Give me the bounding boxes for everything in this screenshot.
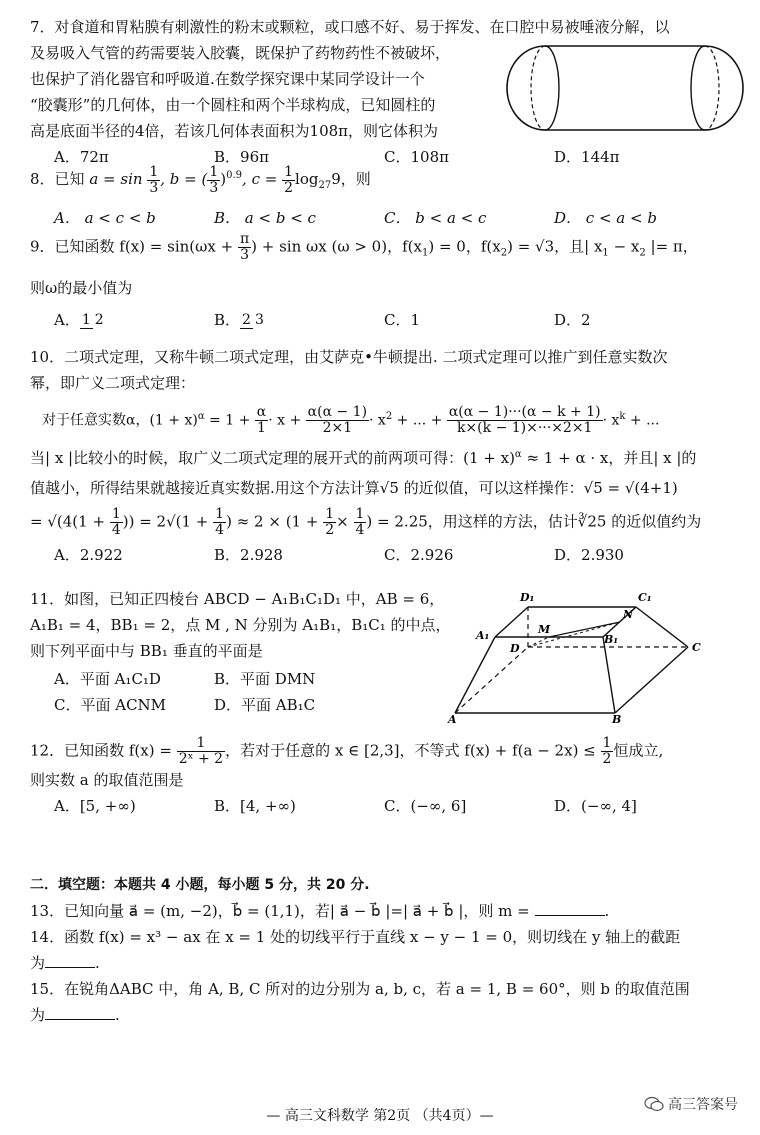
q9-line2: 则ω的最小值为 bbox=[30, 278, 133, 297]
q7-line3: 也保护了消化器官和呼吸道.在数学探究课中某同学设计一个 bbox=[30, 70, 425, 88]
frac-num: 1 bbox=[209, 163, 219, 180]
frac-num: π bbox=[239, 231, 250, 247]
q10-option-a: A．2.922 bbox=[54, 546, 123, 565]
label-d1: D₁ bbox=[520, 591, 535, 604]
frac-den: 2×1 bbox=[322, 420, 353, 437]
q7-line2: 及易吸入气管的药需要装入胶囊，既保护了药物药性不被破坏， bbox=[30, 44, 451, 62]
q12-option-a: A．[5, +∞) bbox=[54, 797, 136, 815]
frac-den: 4 bbox=[355, 522, 365, 539]
q12-line2: 则实数 a 的取值范围是 bbox=[30, 771, 184, 789]
frac-num: 1 bbox=[602, 735, 612, 751]
question-15-line1: 15．在锐角ΔABC 中，角 A, B, C 所对的边分别为 a, b, c，若 a = 1, B = 60°，则 b 的取值范围 bbox=[30, 980, 690, 998]
q7-option-c: C．108π bbox=[384, 148, 449, 166]
q9-option-c: C．1 bbox=[384, 310, 421, 329]
frac-den: 2 bbox=[602, 751, 612, 767]
question-13 bbox=[30, 898, 745, 924]
frac-num: 1 bbox=[355, 506, 365, 523]
frac-num: 2 bbox=[242, 311, 251, 328]
q9-pi-frac bbox=[238, 232, 251, 263]
q11-line1: 11．如图，已知正四棱台 ABCD − A₁B₁C₁D₁ 中，AB = 6， bbox=[30, 590, 445, 608]
q12-part-b: ，若对于任意的 x ∈ [2,3]，不等式 f(x) + f(a − 2x) ≤ bbox=[225, 741, 596, 760]
frac-num: α(α − 1)···(α − k + 1) bbox=[448, 404, 601, 421]
frac-num: 1 bbox=[215, 506, 225, 523]
q8-log: log bbox=[295, 170, 319, 188]
frac-den: k×(k − 1)×···×2×1 bbox=[456, 420, 593, 437]
capsule-figure bbox=[505, 42, 745, 134]
q10-line5: 值越小，所得结果就越接近真实数据.用这个方法计算√5 的近似值，可以这样操作：√5 = √(4+1) bbox=[30, 479, 678, 498]
frustum-figure bbox=[440, 585, 730, 725]
q7-option-b: B．96π bbox=[214, 148, 269, 166]
q8-option-b: B． a < b < c bbox=[214, 209, 316, 227]
question-15-line2 bbox=[30, 1002, 745, 1028]
q9-sub-2: 2 bbox=[500, 247, 508, 259]
q13-end: . bbox=[604, 902, 610, 920]
q9-option-b-frac bbox=[240, 313, 266, 329]
q9-option-a bbox=[30, 307, 214, 333]
frac-num: 1 bbox=[149, 163, 159, 180]
q10-frac-4c bbox=[354, 507, 367, 538]
q10-frac-1 bbox=[255, 405, 268, 436]
q10-line6-d: × bbox=[336, 512, 349, 531]
q8-log-arg: 9 bbox=[331, 170, 341, 188]
question-9 bbox=[30, 232, 745, 333]
section-2-heading: 二．填空题：本题共 4 小题，每小题 5 分，共 20 分. bbox=[30, 877, 370, 893]
frac-den: 4 bbox=[215, 522, 225, 539]
frac-den: 3 bbox=[209, 179, 219, 196]
q11-options-row1 bbox=[30, 666, 470, 692]
q8-frac-1-3-b bbox=[207, 165, 220, 196]
label-m: M bbox=[538, 623, 551, 636]
q9-sub-1b: 1 bbox=[602, 247, 609, 259]
q8-options bbox=[30, 205, 745, 231]
frac-den: 3 bbox=[149, 179, 159, 196]
q8-b-expr: , b = ( bbox=[160, 170, 208, 188]
q11-option-d: D．平面 AB₁C bbox=[214, 696, 316, 714]
label-b1: B₁ bbox=[604, 633, 619, 646]
frac-den: 3 bbox=[240, 247, 250, 263]
q11-line2: A₁B₁ = 4，BB₁ = 2，点 M , N 分别为 A₁B₁，B₁C₁ 的中点， bbox=[30, 616, 451, 634]
q8-log-base: 27 bbox=[318, 180, 332, 191]
q8-option-c: C． b < a < c bbox=[384, 209, 487, 227]
q12-option-c: C．(−∞, 6] bbox=[384, 797, 467, 815]
wechat-icon bbox=[644, 1096, 664, 1112]
q10-line1: 10．二项式定理，又称牛顿二项式定理，由艾萨克•牛顿提出. 二项式定理可以推广到任意实数次 bbox=[30, 348, 668, 366]
watermark-text: 高三答案号 bbox=[668, 1097, 738, 1113]
frac-den: 1 bbox=[257, 420, 266, 437]
q8-frac-1-2 bbox=[282, 165, 295, 196]
q9-stem bbox=[30, 232, 745, 267]
q8-option-d: D． c < a < b bbox=[554, 209, 657, 227]
q10-line6-c: ) ≈ 2 × (1 + bbox=[226, 512, 319, 531]
q9-part-c: ) = 0，f(x bbox=[428, 237, 501, 256]
q9-part-d: ) = √3，且| x bbox=[507, 237, 603, 256]
q9-option-a-label: A． bbox=[54, 310, 80, 329]
q10-exp-k: k bbox=[619, 411, 626, 422]
q7-option-d: D．144π bbox=[554, 148, 620, 166]
q10-frac-4b bbox=[213, 507, 226, 538]
q7-line1: 7．对食道和胃粘膜有刺激性的粉末或颗粒，或口感不好、易于挥发、在口腔中易被唾液分解，以 bbox=[30, 18, 670, 36]
label-c: C bbox=[692, 641, 701, 654]
q10-formula-e: + ... + bbox=[392, 412, 443, 429]
q10-exp-2: 2 bbox=[385, 411, 393, 422]
q10-line4-a: 当| x |比较小的时候，取广义二项式定理的展开式的前两项可得：(1 + x) bbox=[30, 449, 515, 468]
q12-frac-half bbox=[601, 736, 614, 767]
frac-num: 1 bbox=[81, 311, 91, 328]
frac-den: 2 bbox=[284, 179, 294, 196]
frac-den: 4 bbox=[111, 522, 121, 539]
q12-option-d: D．(−∞, 4] bbox=[554, 797, 637, 815]
q8-stem: 8．已知 a = sin $\frac{1}{3}$ , b = ( $\frac{1}{3}$ )$^{0.9}$, c = $\frac{1}{2}$ $\log_{27}9$，则 bbox=[30, 163, 371, 196]
q10-frac-5 bbox=[323, 507, 336, 538]
q9-part-e: − x bbox=[608, 237, 640, 256]
q10-frac-4 bbox=[110, 507, 123, 538]
page-footer: — 高三文科数学 第2页 （共4页）— bbox=[266, 1108, 494, 1124]
frac-num: 1 bbox=[177, 736, 225, 752]
label-c1: C₁ bbox=[638, 591, 652, 604]
question-11 bbox=[30, 586, 470, 718]
q10-frac-2 bbox=[306, 405, 369, 436]
q12-frac-f bbox=[177, 736, 225, 767]
q10-exp-alpha: α bbox=[197, 411, 205, 422]
q10-formula-d: · x bbox=[369, 412, 386, 429]
q8-suffix: ，则 bbox=[340, 170, 371, 188]
question-14-line2 bbox=[30, 950, 745, 976]
frac-den: 2 bbox=[94, 311, 104, 328]
q8-option-a: A． a < c < b bbox=[54, 209, 156, 227]
question-10 bbox=[30, 344, 745, 568]
fill-in-section bbox=[30, 872, 745, 1028]
q10-option-b: B．2.928 bbox=[214, 546, 283, 565]
q9-options bbox=[30, 307, 745, 333]
q15-answer-blank[interactable] bbox=[45, 1005, 115, 1020]
frac-den: 2 bbox=[325, 522, 335, 539]
q12-part-a: 12．已知函数 f(x) = bbox=[30, 741, 172, 760]
label-a: A bbox=[448, 713, 457, 725]
q9-part-a: 9．已知函数 f(x) = sin(ωx + bbox=[30, 237, 234, 256]
q8-prefix: 8．已知 bbox=[30, 170, 85, 188]
q12-part-c: 恒成立, bbox=[613, 741, 664, 760]
q11-options-row2 bbox=[30, 692, 470, 718]
q13-answer-blank[interactable] bbox=[535, 901, 605, 916]
q14-line2: 为 bbox=[30, 954, 46, 972]
frac-den: 2ˣ + 2 bbox=[178, 751, 224, 767]
frac-num: 1 bbox=[284, 163, 294, 180]
q10-line6-b: )) = 2√(1 + bbox=[122, 512, 209, 531]
q10-formula-g: + ... bbox=[625, 412, 660, 429]
q7-option-a: A．72π bbox=[54, 148, 109, 166]
frac-num: α(α − 1) bbox=[307, 404, 368, 421]
q10-line6 bbox=[30, 507, 745, 538]
q9-option-a-frac bbox=[80, 313, 106, 329]
q10-option-c: C．2.926 bbox=[384, 546, 454, 565]
q7-line4: “胶囊形”的几何体，由一个圆柱和两个半球构成，已知圆柱的 bbox=[30, 96, 436, 114]
q8-c-expr: , c = bbox=[242, 170, 278, 188]
q9-part-f: |= π， bbox=[645, 237, 698, 256]
q10-formula-a: 对于任意实数α，(1 + x) bbox=[42, 412, 198, 429]
q14-answer-blank[interactable] bbox=[45, 953, 95, 968]
q11-option-a: A．平面 A₁C₁D bbox=[54, 670, 161, 688]
question-14-line1: 14．函数 f(x) = x³ − ax 在 x = 1 处的切线平行于直线 x − y − 1 = 0，则切线在 y 轴上的截距 bbox=[30, 928, 681, 946]
q15-end: . bbox=[115, 1006, 120, 1024]
q10-line6-e: ) = 2.25，用这样的方法，估计∛25 的近似值约为 bbox=[366, 512, 702, 531]
frac-den: 3 bbox=[254, 311, 264, 328]
q10-formula-c: · x + bbox=[268, 412, 302, 429]
q10-options bbox=[30, 542, 745, 568]
q14-end: . bbox=[95, 954, 100, 972]
q8-b-exponent: 0.9 bbox=[226, 170, 243, 181]
q9-option-b-label: B． bbox=[214, 310, 241, 329]
q12-option-b: B．[4, +∞) bbox=[214, 797, 296, 815]
q9-option-d: D．2 bbox=[554, 310, 591, 329]
q12-stem bbox=[30, 736, 745, 767]
q9-sub-2b: 2 bbox=[639, 247, 646, 259]
q11-option-c: C．平面 ACNM bbox=[54, 696, 167, 714]
q8-a-expr: a = sin bbox=[89, 170, 143, 188]
question-12 bbox=[30, 736, 745, 819]
question-8 bbox=[30, 163, 745, 231]
q10-line2: 幂，即广义二项式定理： bbox=[30, 374, 196, 392]
q9-option-b bbox=[214, 307, 384, 333]
q10-line4-exp: α bbox=[514, 449, 522, 461]
label-n: N bbox=[623, 608, 634, 621]
label-a1: A₁ bbox=[476, 629, 490, 642]
q10-formula-b: = 1 + bbox=[204, 412, 251, 429]
q10-formula bbox=[30, 404, 745, 436]
q11-option-b: B．平面 DMN bbox=[214, 670, 316, 688]
q9-sub-1: 1 bbox=[421, 247, 429, 259]
frac-num: α bbox=[256, 404, 267, 421]
q12-options bbox=[30, 793, 745, 819]
q10-line6-a: = √(4(1 + bbox=[30, 512, 106, 531]
q10-line4 bbox=[30, 442, 745, 471]
q9-part-b: ) + sin ωx (ω > 0)，f(x bbox=[251, 237, 422, 256]
q10-formula-f: · x bbox=[602, 412, 620, 429]
frac-num: 1 bbox=[111, 506, 121, 523]
watermark bbox=[644, 1094, 738, 1114]
q15-line2: 为 bbox=[30, 1006, 46, 1024]
q10-frac-3 bbox=[447, 405, 603, 436]
label-d: D bbox=[510, 642, 520, 655]
q13-text: 13．已知向量 a⃗ = (m, −2)，b⃗ = (1,1)，若| a⃗ − b⃗ |=| a⃗ + b⃗ |，则 m = bbox=[30, 902, 530, 920]
q7-line5: 高是底面半径的4倍，若该几何体表面积为108π，则它体积为 bbox=[30, 122, 439, 140]
q11-line3: 则下列平面中与 BB₁ 垂直的平面是 bbox=[30, 642, 263, 660]
q8-frac-1-3 bbox=[147, 165, 160, 196]
frac-num: 1 bbox=[325, 506, 335, 523]
q10-option-d: D．2.930 bbox=[554, 546, 624, 565]
label-b: B bbox=[612, 713, 622, 725]
q10-line4-b: ≈ 1 + α · x，并且| x |的 bbox=[521, 449, 697, 468]
